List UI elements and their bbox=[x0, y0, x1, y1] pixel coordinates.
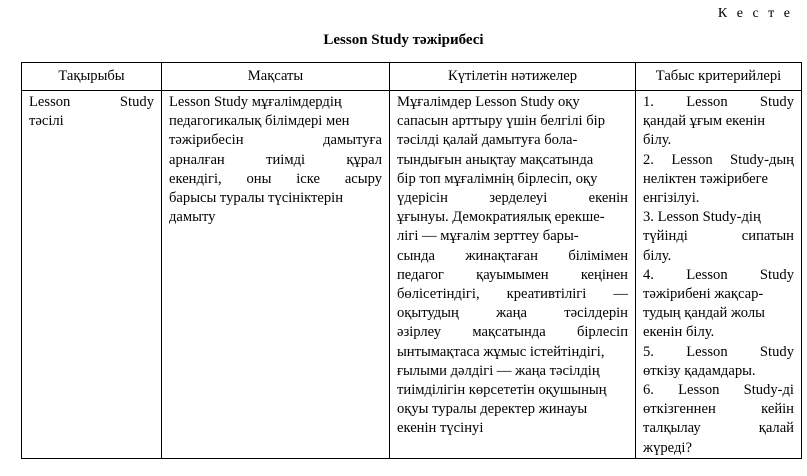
cell-text-line: 1. Lesson Study bbox=[643, 94, 794, 110]
header-expected-results: Күтілетін нәтижелер bbox=[390, 63, 636, 91]
header-topic: Тақырыбы bbox=[22, 63, 162, 91]
cell-text-line: үдерісін зерделеуі екенін bbox=[397, 190, 628, 207]
cell-text-line: білу. bbox=[643, 132, 672, 149]
cell-text-line: екендігі, оны іске асыру bbox=[169, 170, 382, 187]
header-success-criteria: Табыс критерийлері bbox=[636, 63, 802, 91]
cell-text-line: ұғынуы. Демократиялық ерекше- bbox=[397, 209, 605, 226]
cell-text-line: тудың қандай жолы bbox=[643, 305, 765, 322]
cell-text-line: неліктен тәжірибеге bbox=[643, 170, 768, 187]
cell-text-line: 5. Lesson Study bbox=[643, 343, 794, 360]
cell-text-line: талқылау қалай bbox=[643, 420, 794, 437]
table-caption-label: К е с т е bbox=[717, 6, 793, 21]
document-title: Lesson Study тәжірибесі bbox=[323, 32, 484, 48]
cell-text-line: түйінді сипатын bbox=[643, 228, 794, 245]
cell-text-line: 3. Lesson Study-дің bbox=[643, 209, 761, 226]
cell-goal bbox=[162, 91, 390, 459]
cell-text-line: бөлісетіндігі, креативтілігі — bbox=[397, 286, 628, 303]
header-goal: Мақсаты bbox=[162, 63, 390, 91]
cell-text-line: бір топ мұғалімнің бірлесіп, оқу bbox=[397, 170, 598, 187]
cell-text-line: тындығын анықтау мақсатында bbox=[397, 151, 594, 168]
cell-text-line: ынтымақтаса жұмыс істейтіндігі, bbox=[397, 343, 605, 360]
cell-text-line: Lesson Study bbox=[29, 94, 154, 110]
cell-text-line: қандай ұғым екенін bbox=[643, 113, 766, 130]
table-header-row bbox=[22, 63, 802, 91]
cell-text-line: педагогикалық білімдері мен bbox=[169, 113, 350, 130]
cell-text-line: барысы туралы түсініктерін bbox=[169, 190, 344, 207]
cell-text-line: арналған тиімді құрал bbox=[169, 151, 382, 168]
cell-text-line: 6. Lesson Study-ді bbox=[643, 382, 794, 399]
cell-text-line: дамыту bbox=[169, 209, 216, 226]
cell-text-line: тәжірибені жақсар- bbox=[643, 286, 764, 303]
cell-topic bbox=[22, 91, 162, 459]
cell-text-line: Мұғалімдер Lesson Study оқу bbox=[397, 94, 580, 110]
cell-text-line: өткізгеннен кейін bbox=[643, 401, 794, 418]
cell-text-line: білу. bbox=[643, 247, 672, 264]
cell-text-line: екенін білу. bbox=[643, 324, 715, 341]
cell-expected-results bbox=[390, 91, 636, 459]
cell-text-line: оқуы туралы деректер жинауы bbox=[397, 401, 588, 418]
cell-text-line: Lesson Study мұғалімдердің bbox=[169, 94, 342, 110]
cell-text-line: лігі — мұғалім зерттеу бары- bbox=[397, 228, 579, 245]
cell-text-line: оқытудың жаңа тәсілдерін bbox=[397, 305, 628, 322]
lesson-study-table bbox=[21, 62, 802, 459]
cell-text-line: ғылыми дәлдігі — жаңа тәсілдің bbox=[397, 362, 600, 379]
cell-text-line: тәжірибесін дамытуға bbox=[169, 132, 382, 149]
table-row bbox=[22, 91, 802, 459]
cell-text-line: 2. Lesson Study-дың bbox=[643, 151, 794, 168]
cell-text-line: 4. Lesson Study bbox=[643, 266, 794, 283]
cell-text-line: жүреді? bbox=[643, 439, 692, 456]
cell-text-line: сапасын арттыру үшін белгілі бір bbox=[397, 113, 606, 130]
cell-text-line: тәсілді қалай дамытуға бола- bbox=[397, 132, 578, 149]
cell-text-line: енгізілуі. bbox=[643, 190, 700, 207]
cell-text-line: сында жинақтаған білімімен bbox=[397, 247, 628, 264]
cell-text-line: екенін түсінуі bbox=[397, 420, 484, 437]
cell-text-line: тиімділігін көрсететін оқушының bbox=[397, 382, 607, 399]
cell-success-criteria bbox=[636, 91, 802, 459]
cell-text-line: өткізу қадамдары. bbox=[643, 362, 756, 379]
cell-text-line: педагог қауымымен кеңінен bbox=[397, 266, 628, 283]
cell-text-line: әзірлеу мақсатында бірлесіп bbox=[397, 324, 628, 341]
cell-text-line: тәсілі bbox=[29, 113, 64, 130]
